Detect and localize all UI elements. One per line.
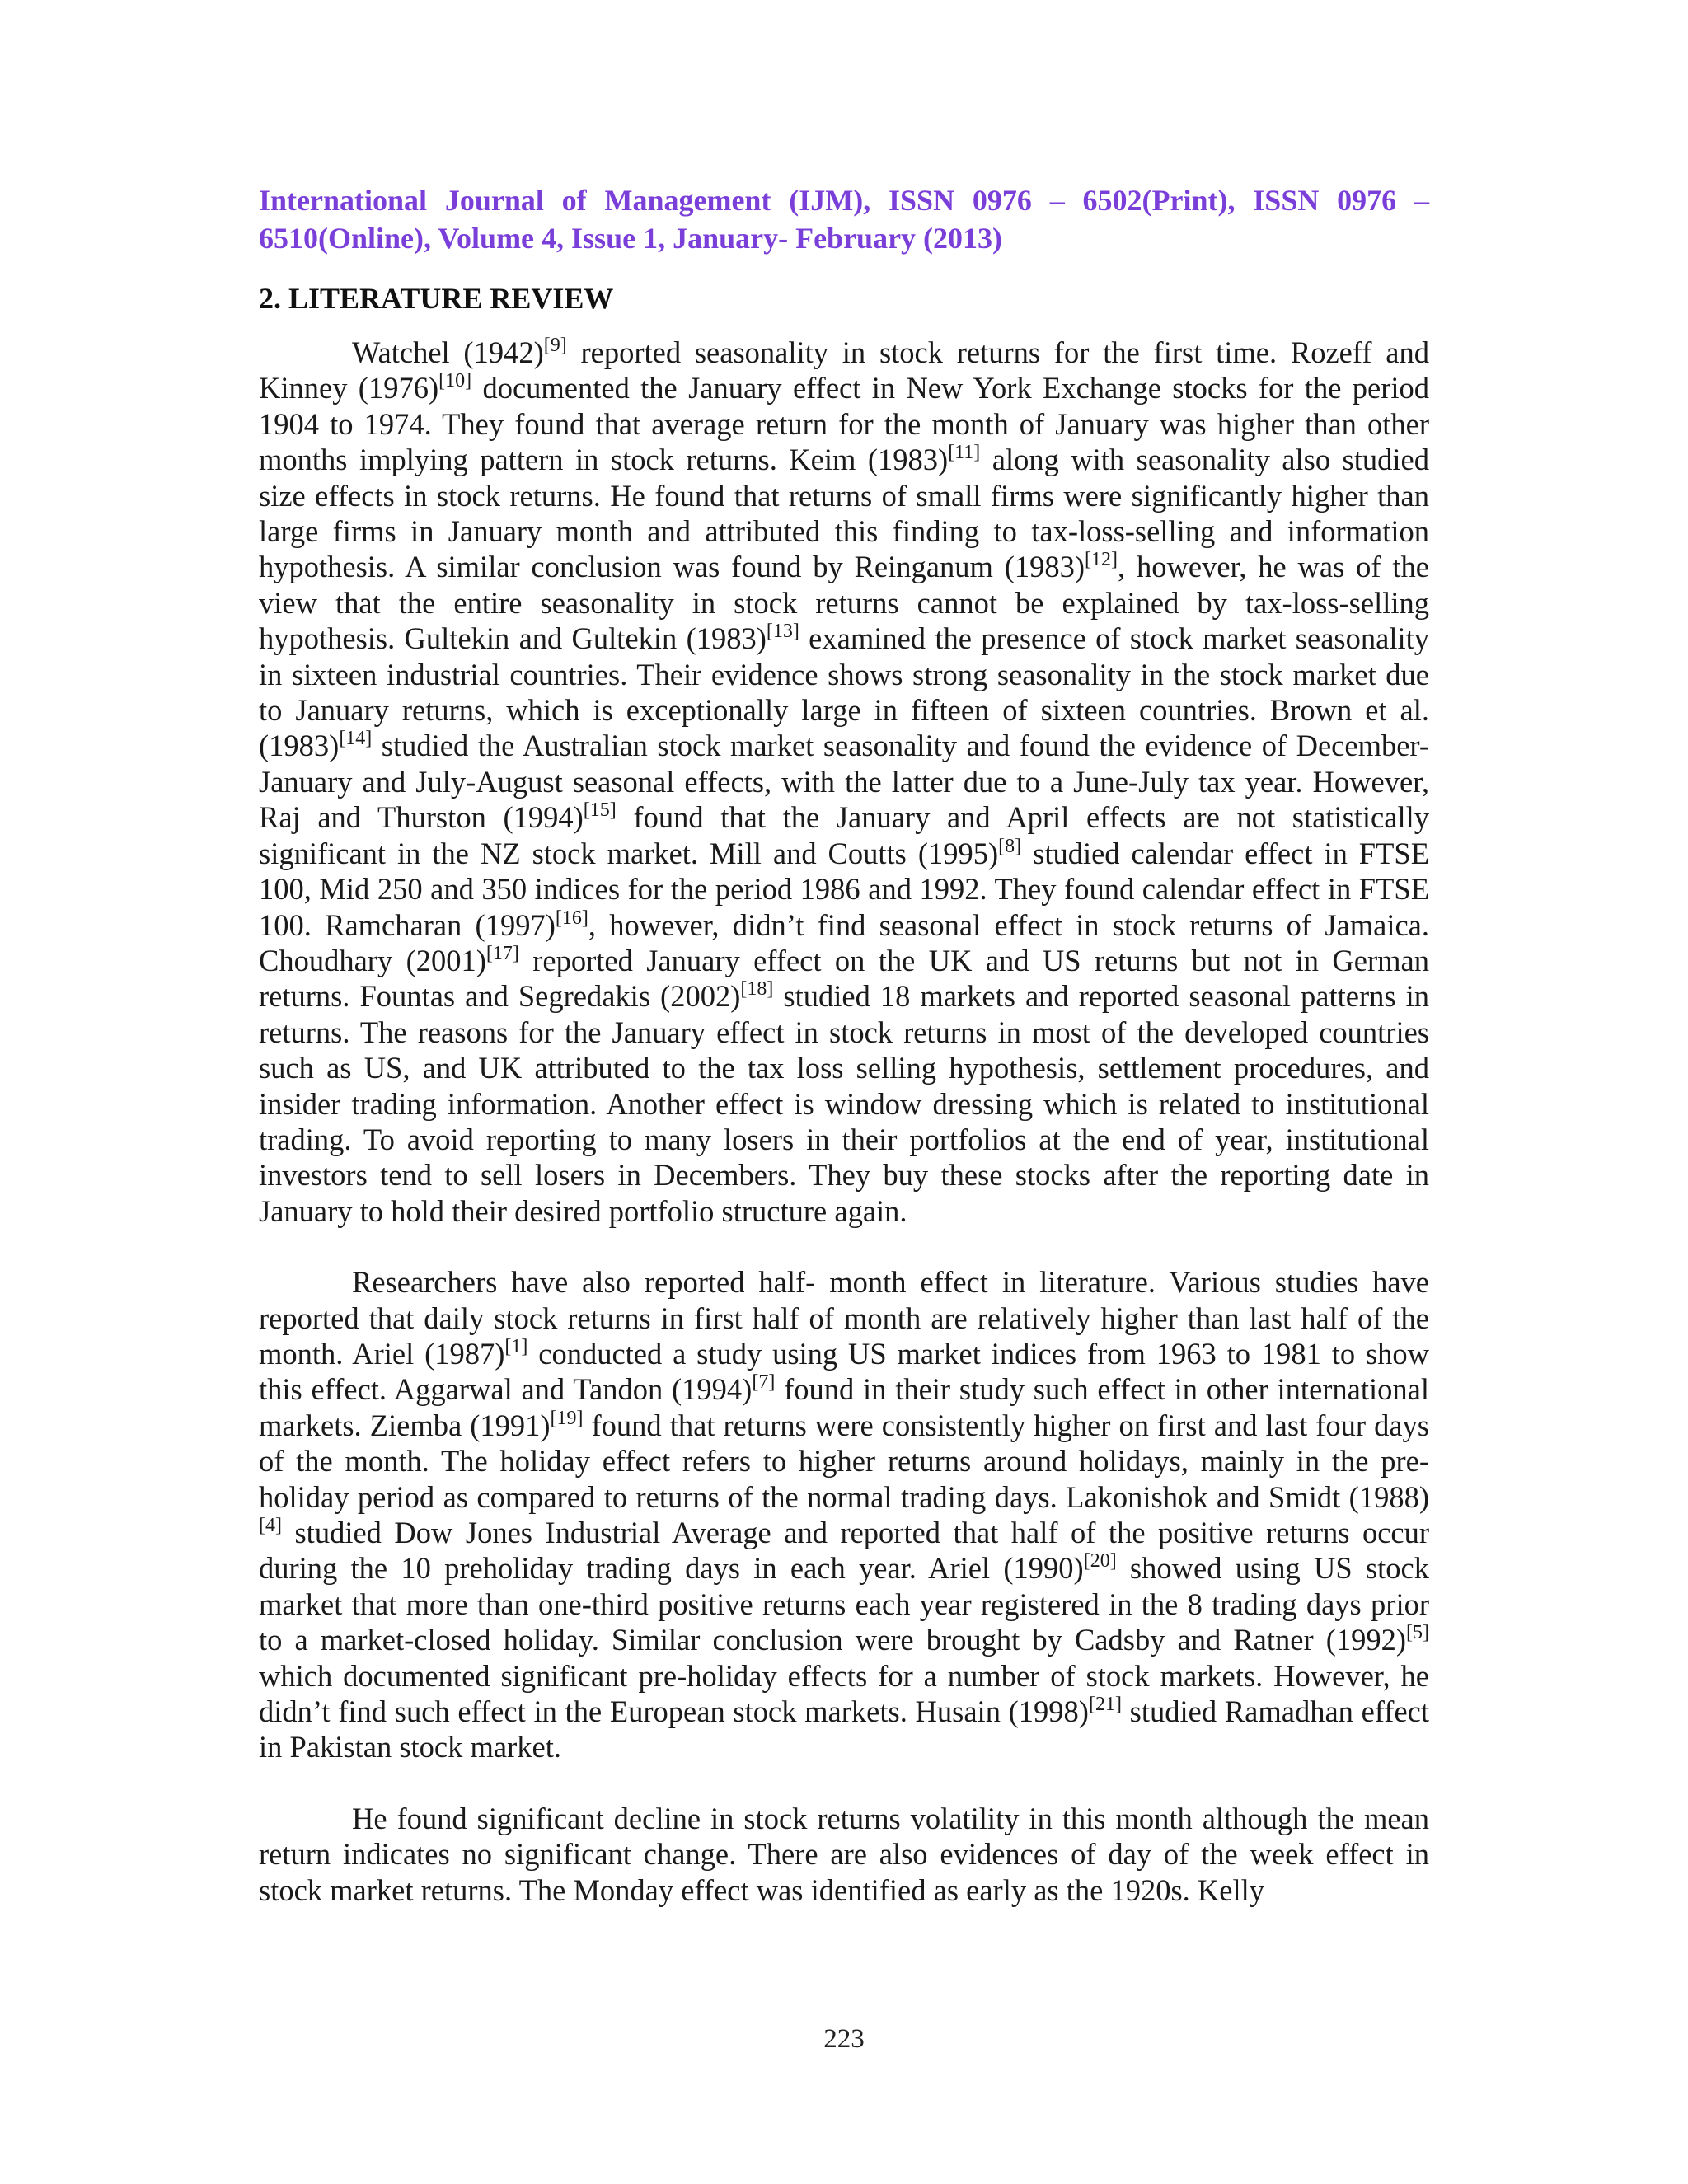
citation-ref: [21] — [1088, 1694, 1122, 1716]
citation-ref: [4] — [259, 1515, 282, 1536]
text-run: studied Ramadhan effect in Pakistan stock market. — [259, 1694, 1429, 1765]
text-run: Researchers have also reported half- month effect in literature. Various studies have reported that daily stock returns in first half of month are relatively higher than last half of the month. Ariel (1987) — [259, 1265, 1429, 1371]
citation-ref: [5] — [1406, 1622, 1429, 1644]
text-run: found that returns were consistently higher on first and last four days of the month. The holiday effect refers to higher returns around holidays, mainly in the pre-holiday period as compared to returns of the normal trading days. Lakonishok and Smidt (1988) — [259, 1408, 1429, 1514]
text-run: studied Dow Jones Industrial Average and reported that half of the positive returns occur during the 10 preholiday trading days in each year. Ariel (1990) — [259, 1516, 1429, 1586]
text-run: studied calendar effect in FTSE 100, Mid 250 and 350 indices for the period 1986 and 1992. They found calendar effect in FTSE 100. Ramcharan (1997) — [259, 836, 1429, 942]
citation-ref: [18] — [740, 978, 774, 1001]
citation-ref: [16] — [555, 907, 588, 929]
citation-ref: [1] — [504, 1335, 528, 1357]
text-run: found in their study such effect in other international markets. Ziemba (1991) — [259, 1372, 1429, 1442]
text-run: studied 18 markets and reported seasonal patterns in returns. The reasons for the January effect in stock returns in most of the developed countries such as US, and UK attributed to the tax loss selling hypothesis, settlement procedures, and insider trading information. Another effect is window dressing which is related to institutional trading. To avoid reporting to many losers in their portfolios at the end of year, institutional investors tend to sell losers in Decembers. They buy these stocks after the reporting date in January to hold their desired portfolio structure again. — [259, 979, 1429, 1228]
text-run: studied the Australian stock market seasonality and found the evidence of December-January and July-August seasonal effects, with the latter due to a June-July tax year. However, Raj and Thurston (1994) — [259, 729, 1429, 835]
text-run: reported seasonality in stock returns for the first time. Rozeff and Kinney (1976) — [259, 335, 1429, 405]
page-number: 223 — [823, 2024, 865, 2054]
citation-ref: [12] — [1085, 549, 1118, 571]
text-run: along with seasonality also studied size effects in stock returns. He found that returns of small firms were significantly higher than large firms in January month and attributed this finding to tax-loss-selling and information hypothesis. A similar conclusion was found by Reinganum (1983) — [259, 443, 1429, 584]
text-run: , however, he was of the view that the entire seasonality in stock returns cannot be explained by tax-loss-selling hypothesis. Gultekin and Gultekin (1983) — [259, 550, 1429, 656]
page-body — [259, 181, 1429, 1908]
citation-ref: [13] — [766, 621, 799, 643]
section-heading: 2. LITERATURE REVIEW — [259, 282, 614, 315]
paragraph — [259, 1264, 1429, 1765]
text-run: documented the January effect in New York Exchange stocks for the period 1904 to 1974. They found that average return for the month of January was higher than other months implying pattern in stock returns. Keim (1983) — [259, 371, 1429, 477]
text-run: conducted a study using US market indices from 1963 to 1981 to show this effect. Aggarwal and Tandon (1994) — [259, 1336, 1430, 1407]
body-text — [259, 335, 1429, 1908]
citation-ref: [11] — [948, 442, 981, 464]
text-run: reported January effect on the UK and US returns but not in German returns. Fountas and Segredakis (2002) — [259, 943, 1429, 1014]
citation-ref: [10] — [438, 370, 472, 392]
citation-ref: [20] — [1083, 1550, 1117, 1572]
citation-ref: [7] — [752, 1371, 776, 1394]
text-run: He found significant decline in stock returns volatility in this month although the mean return indicates no significant change. There are also evidences of day of the week effect in stock market returns. The Monday effect was identified as early as the 1920s. Kelly — [259, 1801, 1429, 1907]
text-run: , however, didn’t find seasonal effect in stock returns of Jamaica. Choudhary (2001) — [259, 907, 1429, 977]
text-run: examined the presence of stock market seasonality in sixteen industrial countries. Their evidence shows strong seasonality in the stock market due to January returns, which is exceptionally large in fifteen of sixteen countries. Brown et al. (1983) — [259, 621, 1429, 763]
citation-ref: [17] — [485, 942, 519, 964]
text-run: which documented significant pre-holiday effects for a number of stock markets. However, he didn’t find such effect in the European stock markets. Husain (1998) — [259, 1658, 1429, 1729]
text-run: found that the January and April effects are not statistically significant in the NZ stock market. Mill and Coutts (1995) — [259, 800, 1429, 870]
text-run: showed using US stock market that more than one-third positive returns each year registered in the 8 trading days prior to a market-closed holiday. Similar conclusion were brought by Cadsby and Ratner (1992) — [259, 1551, 1429, 1657]
text-run: Watchel (1942) — [352, 335, 544, 369]
paragraph — [259, 335, 1429, 1229]
citation-ref: [19] — [550, 1407, 584, 1429]
paragraph — [259, 1801, 1429, 1908]
citation-ref: [8] — [998, 835, 1022, 857]
citation-ref: [14] — [339, 728, 373, 750]
journal-header: International Journal of Management (IJM), ISSN 0976 – 6502(Print), ISSN 0976 – 6510(Online), Volume 4, Issue 1, January- February (2013) — [259, 184, 1429, 255]
citation-ref: [9] — [543, 335, 567, 356]
citation-ref: [15] — [583, 799, 617, 822]
